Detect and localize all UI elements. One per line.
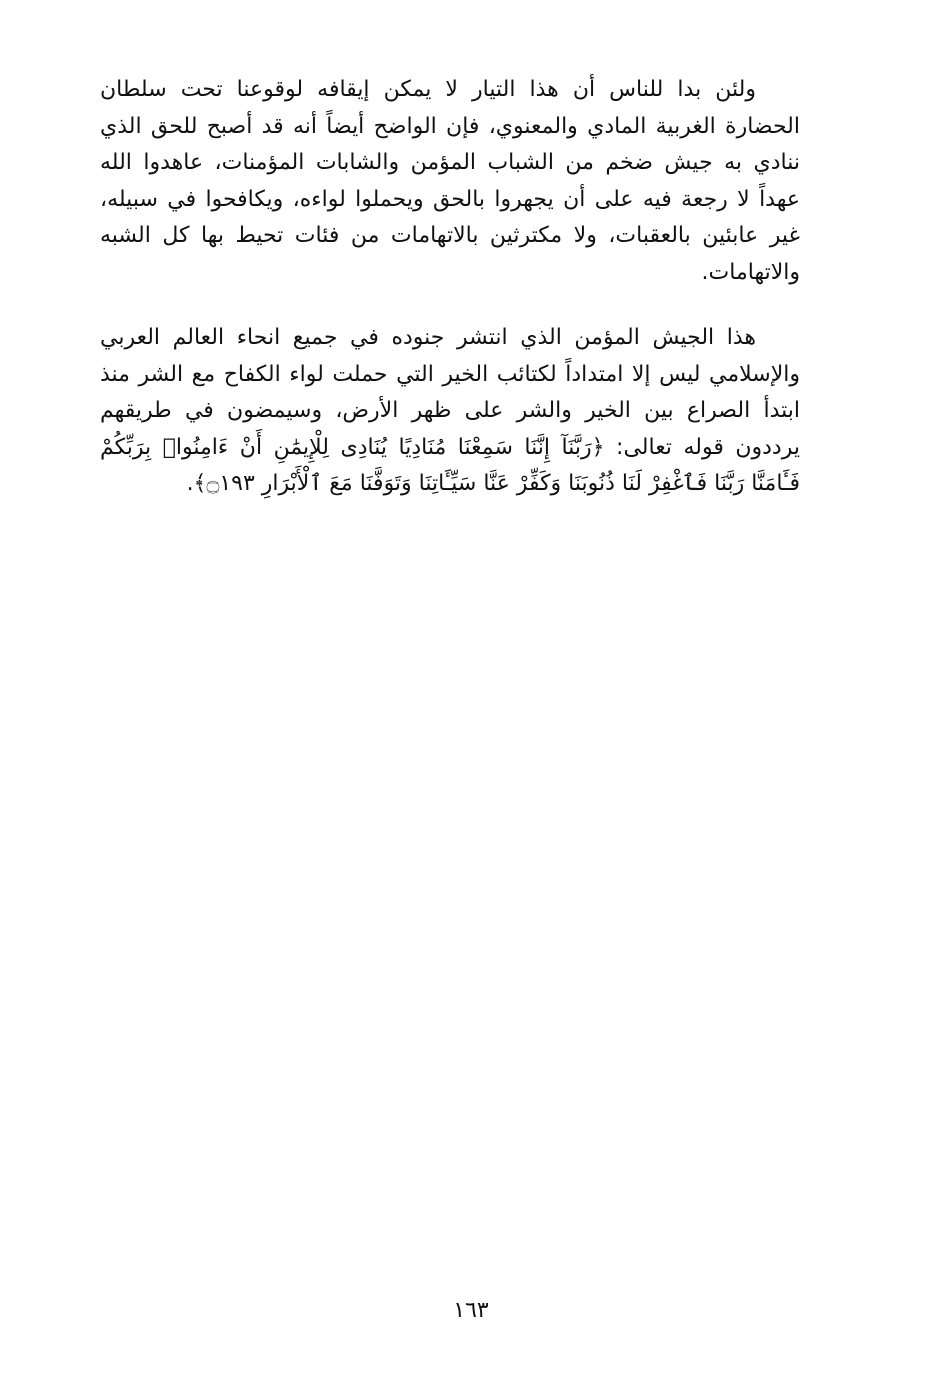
paragraph-2-text: هذا الجيش المؤمن الذي انتشر جنوده في جميع انحاء العالم العربي والإسلامي ليس إلا امتداداً لكتائب الخير التي حملت لواء الكفاح مع الشر منذ ابتدأ الصراع بين الخير والشر على ظهر الأرض، وسيمضون في طريقهم يرددون قوله تعالى: ﴿رَبَّنَآ إِنَّنَا سَمِعْنَا مُنَادِيًا يُنَادِى لِلْإِيمَٰنِ أَنْ ءَامِنُوا۟ بِرَبِّكُمْ فَـَٔامَنَّا رَبَّنَا فَٱغْفِرْ لَنَا ذُنُوبَنَا وَكَفِّرْ عَنَّا سَيِّـَٔاتِنَا وَتَوَفَّنَا مَعَ ٱلْأَبْرَارِ ۝١٩٣﴾. [100,325,800,496]
page-number: ١٦٣ [453,1298,489,1323]
paragraph-1-text: ولئن بدا للناس أن هذا التيار لا يمكن إيقافه لوقوعنا تحت سلطان الحضارة الغربية المادي والمعنوي، فإن الواضح أيضاً أنه قد أصبح للحق الذي ننادي به جيش ضخم من الشباب المؤمن والشابات المؤمنات، عاهدوا الله عهداً لا رجعة فيه على أن يجهروا بالحق ويحملوا لواءه، ويكافحوا في سبيله، غير عابئين بالعقبات، ولا مكترثين بالاتهامات من فئات تحيط بها كل الشبه والاتهامات. [100,77,800,285]
paragraph-2 [100,320,800,503]
paragraph-1 [100,72,800,291]
